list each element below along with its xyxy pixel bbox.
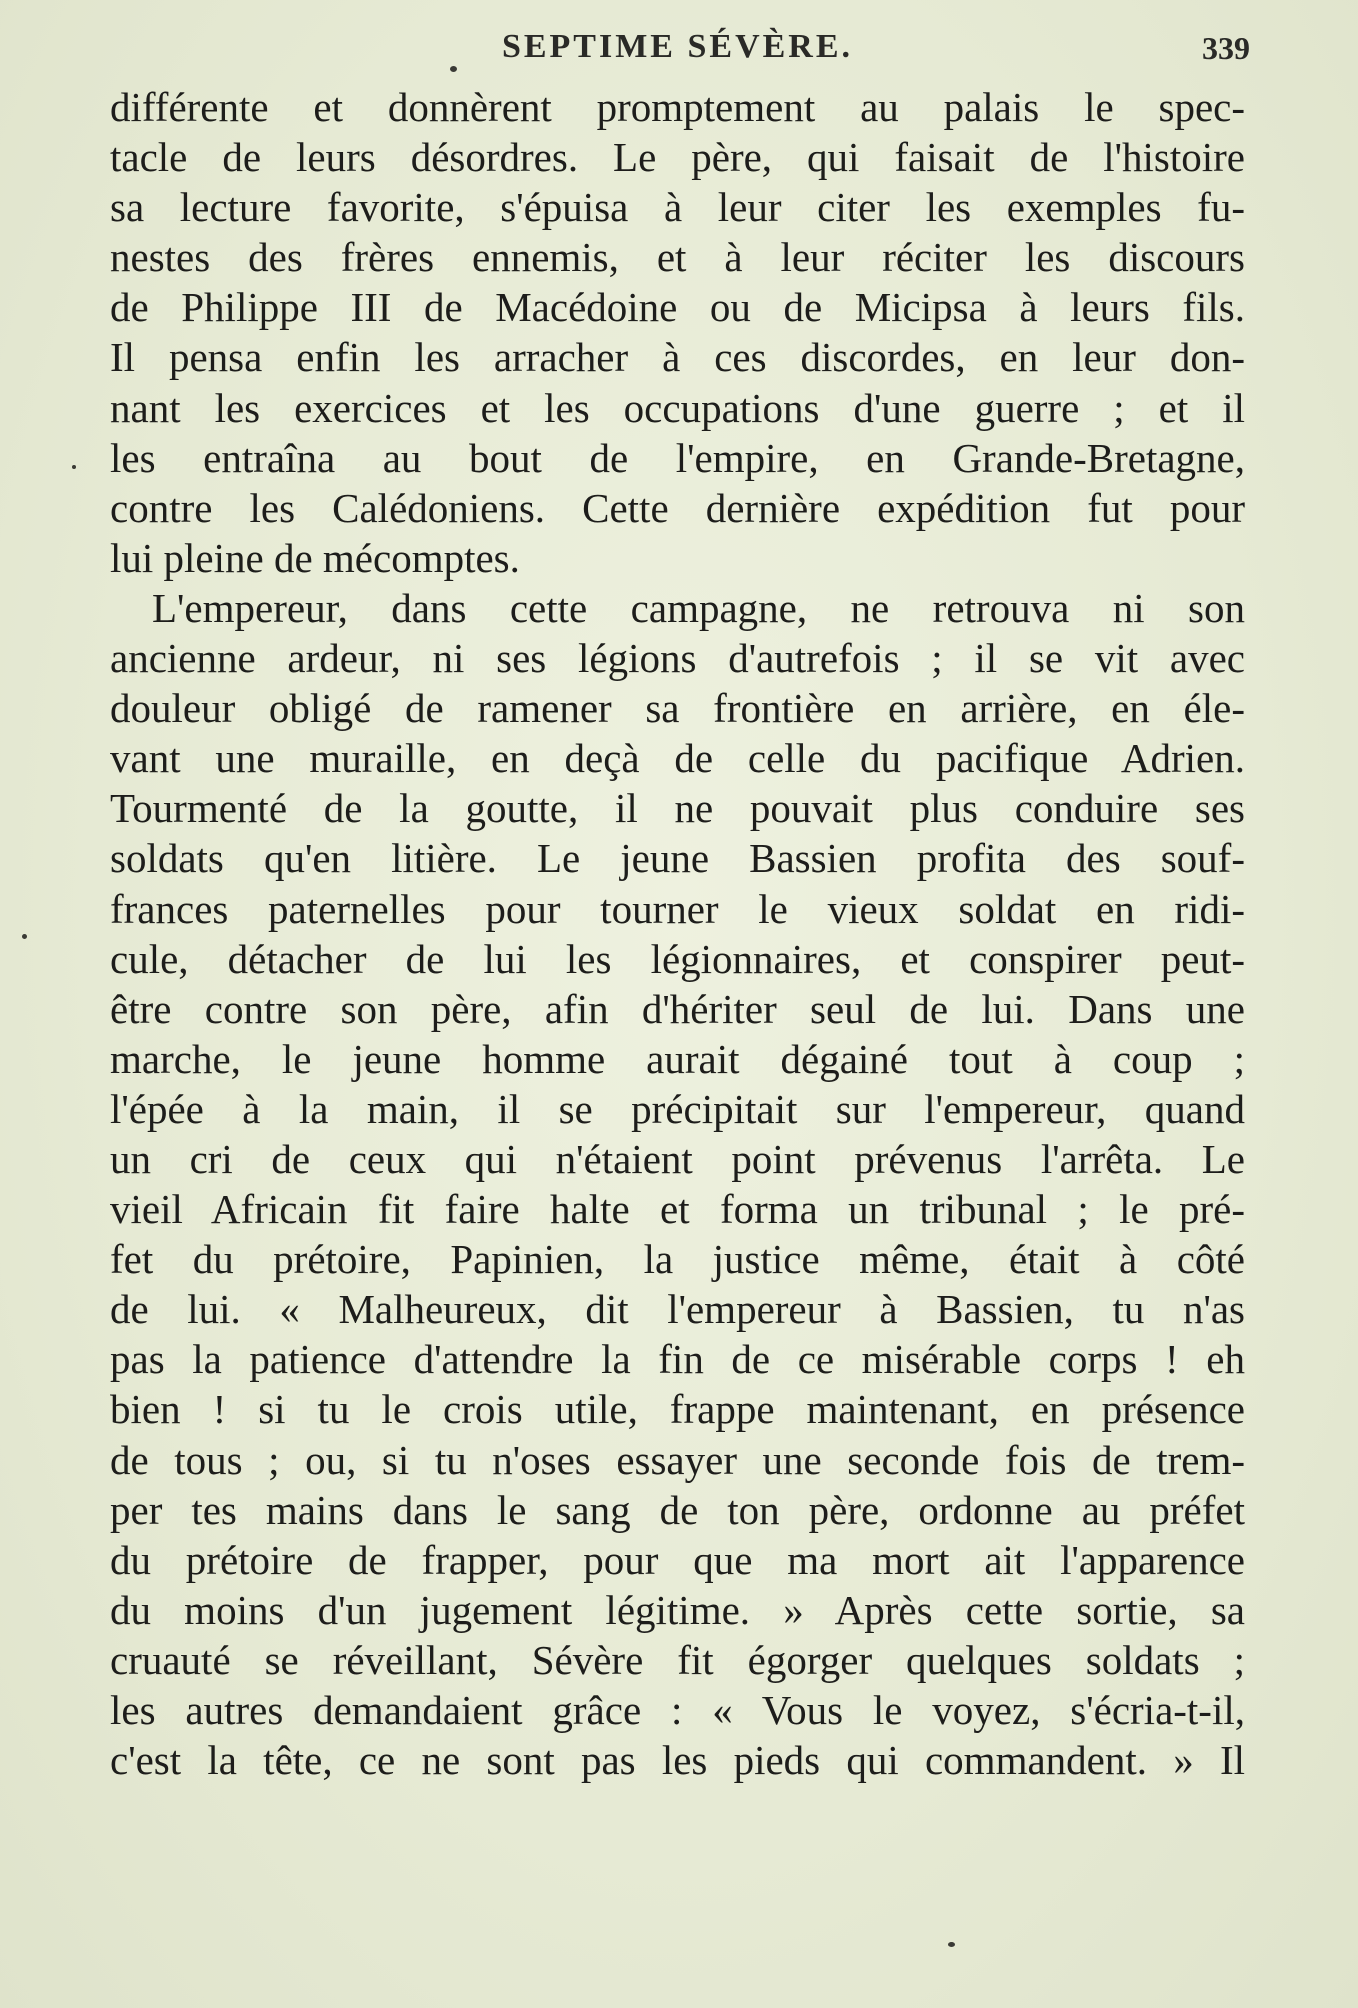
text-line: différente et donnèrent promptement au palais le spec- (110, 84, 1245, 130)
text-line: vant une muraille, en deçà de celle du pacifique Adrien. (110, 735, 1245, 782)
text-line: Tourmenté de la goutte, il ne pouvait plus conduire ses (110, 785, 1245, 832)
text-line: per tes mains dans le sang de ton père, ordonne au préfet (110, 1486, 1245, 1533)
text-line: Il pensa enfin les arracher à ces discordes, en leur don- (110, 334, 1245, 381)
text-line: soldats qu'en litière. Le jeune Bassien profita des souf- (110, 835, 1245, 882)
text-line: l'épée à la main, il se précipitait sur l'empereur, quand (110, 1085, 1245, 1132)
page-header (110, 28, 1250, 78)
text-line: lui pleine de mécomptes. (110, 534, 520, 581)
text-line: L'empereur, dans cette campagne, ne retrouva ni son (152, 584, 1245, 631)
text-line: de Philippe III de Macédoine ou de Micipsa à leurs fils. (110, 284, 1245, 331)
text-line: un cri de ceux qui n'étaient point prévenus l'arrêta. Le (110, 1135, 1245, 1182)
text-line: vieil Africain fit faire halte et forma un tribunal ; le pré- (110, 1186, 1245, 1233)
text-line: pas la patience d'attendre la fin de ce misérable corps ! eh (110, 1336, 1245, 1383)
print-speck (22, 934, 27, 939)
text-line: douleur obligé de ramener sa frontière en arrière, en éle- (110, 685, 1245, 732)
text-line: bien ! si tu le crois utile, frappe maintenant, en présence (110, 1386, 1245, 1433)
text-line: sa lecture favorite, s'épuisa à leur citer les exemples fu- (110, 184, 1245, 231)
print-speck (450, 66, 457, 72)
book-page (110, 28, 1250, 1785)
text-line: fet du prétoire, Papinien, la justice même, était à côté (110, 1236, 1245, 1283)
running-title: SEPTIME SÉVÈRE. (501, 28, 854, 65)
text-line: les autres demandaient grâce : « Vous le voyez, s'écria-t-il, (110, 1687, 1245, 1733)
print-speck (948, 1942, 955, 1947)
text-line: marche, le jeune homme aurait dégainé tout à coup ; (110, 1035, 1245, 1082)
text-line: nant les exercices et les occupations d'une guerre ; et il (110, 384, 1245, 431)
text-line: c'est la tête, ce ne sont pas les pieds qui commandent. » Il (110, 1737, 1245, 1784)
text-line: du prétoire de frapper, pour que ma mort ait l'apparence (110, 1536, 1245, 1583)
text-line: les entraîna au bout de l'empire, en Grande-Bretagne, (110, 434, 1245, 481)
text-line: tacle de leurs désordres. Le père, qui faisait de l'histoire (110, 134, 1245, 181)
text-line: cule, détacher de lui les légionnaires, et conspirer peut- (110, 935, 1245, 982)
text-line: frances paternelles pour tourner le vieux soldat en ridi- (110, 885, 1245, 932)
text-line: ancienne ardeur, ni ses légions d'autrefois ; il se vit avec (110, 635, 1245, 682)
text-line: du moins d'un jugement légitime. » Après cette sortie, sa (110, 1586, 1245, 1633)
text-line: être contre son père, afin d'hériter seul de lui. Dans une (110, 985, 1245, 1032)
body-text (110, 82, 1245, 1785)
page-number: 339 (1202, 30, 1250, 66)
text-line: de lui. « Malheureux, dit l'empereur à Bassien, tu n'as (110, 1286, 1245, 1333)
print-speck (72, 465, 76, 469)
text-line: nestes des frères ennemis, et à leur réciter les discours (110, 234, 1245, 281)
text-line: de tous ; ou, si tu n'oses essayer une seconde fois de trem- (110, 1436, 1245, 1483)
text-line: cruauté se réveillant, Sévère fit égorger quelques soldats ; (110, 1636, 1245, 1683)
text-line: contre les Calédoniens. Cette dernière expédition fut pour (110, 484, 1245, 531)
